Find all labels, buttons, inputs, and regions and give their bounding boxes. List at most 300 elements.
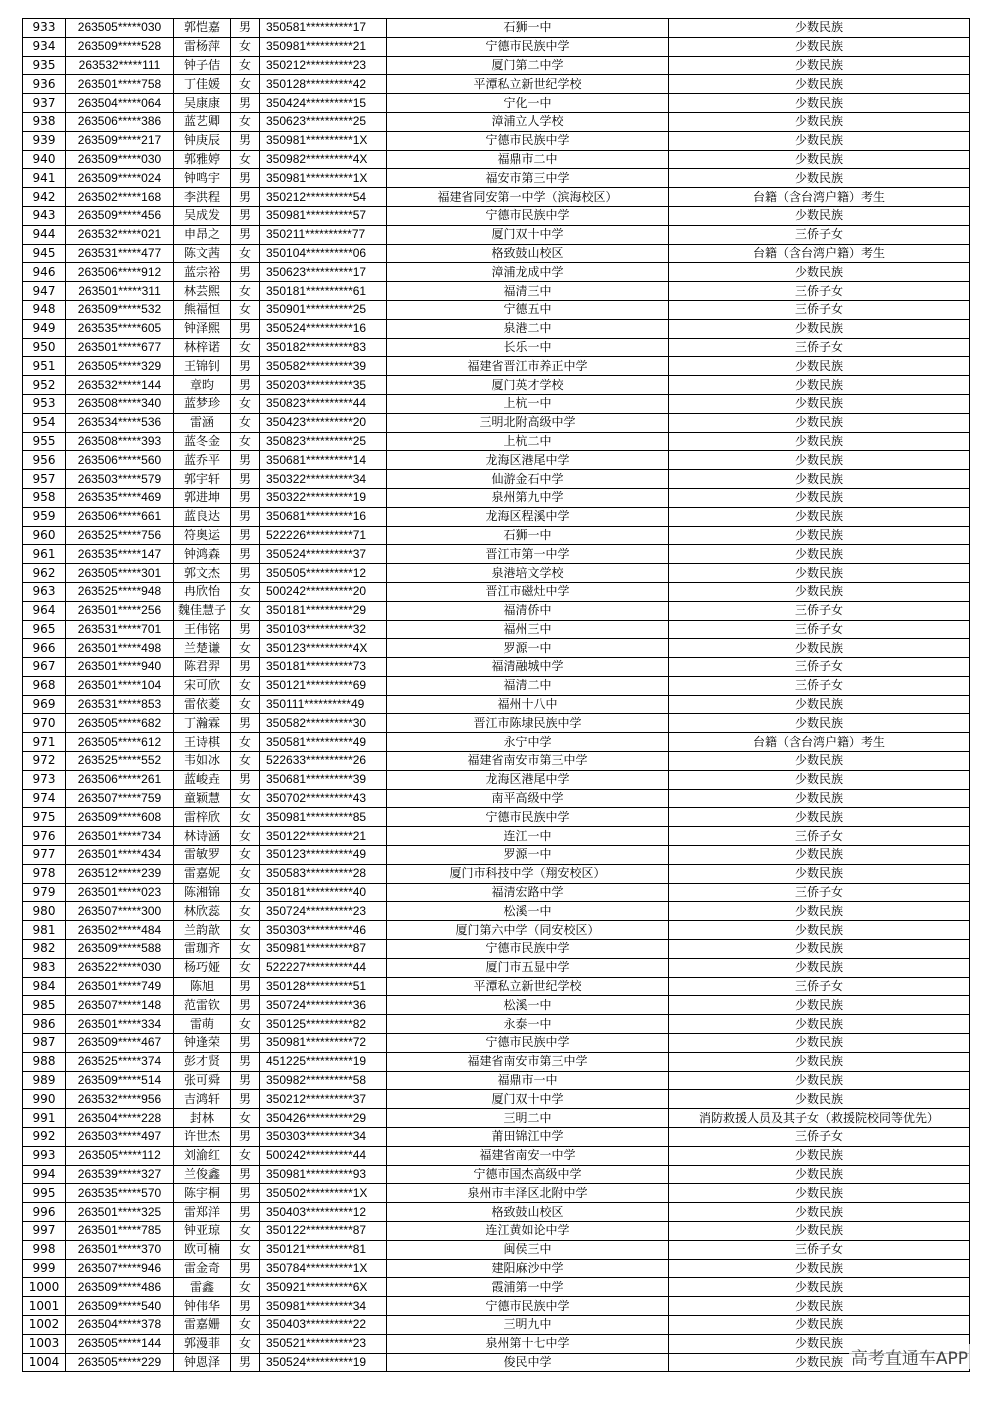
category-cell: 少数民族 (669, 488, 970, 507)
student-name-cell: 雷嘉姗 (174, 1315, 231, 1334)
table-row (23, 169, 970, 188)
serial-number-cell: 963 (23, 582, 66, 601)
category-cell: 少数民族 (669, 526, 970, 545)
exam-id-cell: 263506*****560 (66, 451, 174, 470)
school-cell: 南平高级中学 (387, 789, 669, 808)
category-cell: 少数民族 (669, 1315, 970, 1334)
id-card-cell: 350181**********61 (260, 282, 387, 301)
gender-cell: 男 (231, 1165, 260, 1184)
school-cell: 福清宏路中学 (387, 883, 669, 902)
exam-id-cell: 263531*****701 (66, 620, 174, 639)
exam-id-cell: 263505*****030 (66, 19, 174, 38)
gender-cell: 女 (231, 37, 260, 56)
student-name-cell: 雷珈齐 (174, 940, 231, 959)
category-cell: 三侨子女 (669, 676, 970, 695)
exam-id-cell: 263509*****217 (66, 131, 174, 150)
id-card-cell: 350122**********21 (260, 827, 387, 846)
student-name-cell: 宋可欣 (174, 676, 231, 695)
id-card-cell: 350582**********30 (260, 714, 387, 733)
table-row (23, 827, 970, 846)
student-name-cell: 郭文杰 (174, 564, 231, 583)
table-row (23, 1184, 970, 1203)
school-cell: 厦门英才学校 (387, 376, 669, 395)
school-cell: 长乐一中 (387, 338, 669, 357)
table-row (23, 883, 970, 902)
student-name-cell: 林诗涵 (174, 827, 231, 846)
table-row (23, 150, 970, 169)
id-card-cell: 350981**********34 (260, 1297, 387, 1316)
student-name-cell: 雷萌 (174, 1015, 231, 1034)
serial-number-cell: 936 (23, 75, 66, 94)
category-cell: 少数民族 (669, 582, 970, 601)
school-cell: 建阳麻沙中学 (387, 1259, 669, 1278)
school-cell: 福鼎市一中 (387, 1071, 669, 1090)
id-card-cell: 350181**********29 (260, 601, 387, 620)
category-cell: 少数民族 (669, 37, 970, 56)
id-card-cell: 350122**********87 (260, 1222, 387, 1241)
school-cell: 仙游金石中学 (387, 470, 669, 489)
serial-number-cell: 977 (23, 846, 66, 865)
school-cell: 闽侯三中 (387, 1240, 669, 1259)
school-cell: 宁德市民族中学 (387, 37, 669, 56)
gender-cell: 女 (231, 1278, 260, 1297)
id-card-cell: 350982**********4X (260, 150, 387, 169)
table-row (23, 620, 970, 639)
id-card-cell: 350581**********49 (260, 733, 387, 752)
school-cell: 福鼎市二中 (387, 150, 669, 169)
school-cell: 宁德五中 (387, 300, 669, 319)
gender-cell: 男 (231, 451, 260, 470)
serial-number-cell: 999 (23, 1259, 66, 1278)
category-cell: 少数民族 (669, 958, 970, 977)
category-cell: 少数民族 (669, 376, 970, 395)
exam-id-cell: 263501*****334 (66, 1015, 174, 1034)
gender-cell: 女 (231, 846, 260, 865)
table-row (23, 1071, 970, 1090)
school-cell: 宁德市国杰高级中学 (387, 1165, 669, 1184)
student-name-cell: 蓝宗裕 (174, 263, 231, 282)
exam-id-cell: 263532*****021 (66, 225, 174, 244)
id-card-cell: 350125**********82 (260, 1015, 387, 1034)
table-row (23, 338, 970, 357)
gender-cell: 女 (231, 733, 260, 752)
exam-id-cell: 263509*****486 (66, 1278, 174, 1297)
serial-number-cell: 935 (23, 56, 66, 75)
category-cell: 少数民族 (669, 432, 970, 451)
exam-id-cell: 263501*****940 (66, 658, 174, 677)
gender-cell: 女 (231, 695, 260, 714)
table-row (23, 1203, 970, 1222)
student-name-cell: 杨巧娅 (174, 958, 231, 977)
table-row (23, 413, 970, 432)
school-cell: 龙海区程溪中学 (387, 507, 669, 526)
table-row (23, 394, 970, 413)
exam-id-cell: 263506*****912 (66, 263, 174, 282)
student-name-cell: 钟恩泽 (174, 1353, 231, 1372)
gender-cell: 男 (231, 545, 260, 564)
exam-id-cell: 263504*****378 (66, 1315, 174, 1334)
gender-cell: 女 (231, 150, 260, 169)
gender-cell: 男 (231, 19, 260, 38)
serial-number-cell: 955 (23, 432, 66, 451)
student-name-cell: 欧可楠 (174, 1240, 231, 1259)
gender-cell: 女 (231, 338, 260, 357)
category-cell: 少数民族 (669, 1034, 970, 1053)
category-cell: 少数民族 (669, 752, 970, 771)
serial-number-cell: 965 (23, 620, 66, 639)
serial-number-cell: 979 (23, 883, 66, 902)
id-card-cell: 350981**********21 (260, 37, 387, 56)
school-cell: 莆田锦江中学 (387, 1128, 669, 1147)
student-name-cell: 蓝峻垚 (174, 770, 231, 789)
serial-number-cell: 943 (23, 206, 66, 225)
school-cell: 福清二中 (387, 676, 669, 695)
exam-id-cell: 263535*****147 (66, 545, 174, 564)
gender-cell: 女 (231, 300, 260, 319)
id-card-cell: 350203**********35 (260, 376, 387, 395)
exam-id-cell: 263508*****393 (66, 432, 174, 451)
exam-id-cell: 263504*****228 (66, 1109, 174, 1128)
exam-id-cell: 263525*****552 (66, 752, 174, 771)
id-card-cell: 350524**********37 (260, 545, 387, 564)
student-name-cell: 王伟铭 (174, 620, 231, 639)
gender-cell: 男 (231, 1034, 260, 1053)
student-name-cell: 蓝乔平 (174, 451, 231, 470)
gender-cell: 男 (231, 131, 260, 150)
exam-id-cell: 263507*****759 (66, 789, 174, 808)
school-cell: 厦门市科技中学（翔安校区） (387, 864, 669, 883)
school-cell: 福清侨中 (387, 601, 669, 620)
gender-cell: 女 (231, 808, 260, 827)
exam-id-cell: 263512*****239 (66, 864, 174, 883)
exam-id-cell: 263532*****956 (66, 1090, 174, 1109)
school-cell: 石狮一中 (387, 19, 669, 38)
exam-id-cell: 263506*****661 (66, 507, 174, 526)
serial-number-cell: 993 (23, 1146, 66, 1165)
exam-id-cell: 263505*****229 (66, 1353, 174, 1372)
serial-number-cell: 960 (23, 526, 66, 545)
school-cell: 连江一中 (387, 827, 669, 846)
category-cell: 少数民族 (669, 112, 970, 131)
id-card-cell: 500242**********44 (260, 1146, 387, 1165)
school-cell: 厦门双十中学 (387, 225, 669, 244)
id-card-cell: 350521**********23 (260, 1334, 387, 1353)
school-cell: 泉州市丰泽区北附中学 (387, 1184, 669, 1203)
exam-id-cell: 263532*****111 (66, 56, 174, 75)
exam-id-cell: 263506*****261 (66, 770, 174, 789)
serial-number-cell: 959 (23, 507, 66, 526)
serial-number-cell: 968 (23, 676, 66, 695)
school-cell: 福建省南安一中学 (387, 1146, 669, 1165)
id-card-cell: 350111**********49 (260, 695, 387, 714)
id-card-cell: 350981**********72 (260, 1034, 387, 1053)
student-name-cell: 魏佳慧子 (174, 601, 231, 620)
table-row (23, 564, 970, 583)
table-row (23, 112, 970, 131)
table-row (23, 1259, 970, 1278)
school-cell: 宁德市民族中学 (387, 940, 669, 959)
table-row (23, 752, 970, 771)
category-cell: 少数民族 (669, 56, 970, 75)
exam-id-cell: 263501*****104 (66, 676, 174, 695)
student-name-cell: 雷敏罗 (174, 846, 231, 865)
category-cell: 少数民族 (669, 75, 970, 94)
gender-cell: 男 (231, 225, 260, 244)
gender-cell: 男 (231, 1052, 260, 1071)
id-card-cell: 350181**********73 (260, 658, 387, 677)
student-name-cell: 王诗棋 (174, 733, 231, 752)
category-cell: 少数民族 (669, 1184, 970, 1203)
table-row (23, 507, 970, 526)
category-cell: 少数民族 (669, 996, 970, 1015)
id-card-cell: 350123**********49 (260, 846, 387, 865)
table-row (23, 601, 970, 620)
table-row (23, 131, 970, 150)
student-name-cell: 蓝良达 (174, 507, 231, 526)
serial-number-cell: 961 (23, 545, 66, 564)
id-card-cell: 350426**********29 (260, 1109, 387, 1128)
id-card-cell: 350128**********42 (260, 75, 387, 94)
id-card-cell: 350582**********39 (260, 357, 387, 376)
school-cell: 泉州第九中学 (387, 488, 669, 507)
school-cell: 霞浦第一中学 (387, 1278, 669, 1297)
serial-number-cell: 998 (23, 1240, 66, 1259)
gender-cell: 男 (231, 357, 260, 376)
category-cell: 台籍（含台湾户籍）考生 (669, 244, 970, 263)
table-row (23, 376, 970, 395)
exam-id-cell: 263509*****528 (66, 37, 174, 56)
category-cell: 少数民族 (669, 470, 970, 489)
id-card-cell: 350921**********6X (260, 1278, 387, 1297)
table-row (23, 300, 970, 319)
student-name-cell: 郭漫菲 (174, 1334, 231, 1353)
category-cell: 三侨子女 (669, 1128, 970, 1147)
category-cell: 三侨子女 (669, 620, 970, 639)
gender-cell: 女 (231, 1334, 260, 1353)
id-card-cell: 350424**********15 (260, 94, 387, 113)
gender-cell: 男 (231, 1184, 260, 1203)
exam-id-cell: 263506*****386 (66, 112, 174, 131)
school-cell: 永宁中学 (387, 733, 669, 752)
id-card-cell: 350502**********1X (260, 1184, 387, 1203)
serial-number-cell: 983 (23, 958, 66, 977)
student-name-cell: 吴成发 (174, 206, 231, 225)
school-cell: 福安市第三中学 (387, 169, 669, 188)
school-cell: 福清融城中学 (387, 658, 669, 677)
id-card-cell: 350982**********58 (260, 1071, 387, 1090)
exam-id-cell: 263509*****588 (66, 940, 174, 959)
exam-id-cell: 263509*****024 (66, 169, 174, 188)
table-row (23, 808, 970, 827)
table-row (23, 488, 970, 507)
id-card-cell: 350123**********4X (260, 639, 387, 658)
gender-cell: 男 (231, 1203, 260, 1222)
gender-cell: 男 (231, 470, 260, 489)
table-row (23, 94, 970, 113)
table-row (23, 676, 970, 695)
id-card-cell: 350103**********32 (260, 620, 387, 639)
table-row (23, 1165, 970, 1184)
category-cell: 少数民族 (669, 940, 970, 959)
table-row (23, 470, 970, 489)
app-watermark: 高考直通车APP (849, 1344, 970, 1369)
serial-number-cell: 1001 (23, 1297, 66, 1316)
serial-number-cell: 946 (23, 263, 66, 282)
id-card-cell: 350681**********16 (260, 507, 387, 526)
student-name-cell: 熊福恒 (174, 300, 231, 319)
student-name-cell: 钟伟华 (174, 1297, 231, 1316)
category-cell: 三侨子女 (669, 300, 970, 319)
exam-id-cell: 263535*****605 (66, 319, 174, 338)
table-row (23, 1334, 970, 1353)
school-cell: 泉港二中 (387, 319, 669, 338)
gender-cell: 男 (231, 1297, 260, 1316)
serial-number-cell: 989 (23, 1071, 66, 1090)
school-cell: 晋江市第一中学 (387, 545, 669, 564)
exam-id-cell: 263505*****144 (66, 1334, 174, 1353)
gender-cell: 男 (231, 376, 260, 395)
id-card-cell: 350623**********25 (260, 112, 387, 131)
serial-number-cell: 996 (23, 1203, 66, 1222)
student-name-cell: 丁瀚霖 (174, 714, 231, 733)
id-card-cell: 522226**********71 (260, 526, 387, 545)
serial-number-cell: 941 (23, 169, 66, 188)
table-row (23, 977, 970, 996)
school-cell: 三明九中 (387, 1315, 669, 1334)
student-name-cell: 钟庚辰 (174, 131, 231, 150)
exam-id-cell: 263505*****112 (66, 1146, 174, 1165)
school-cell: 松溪一中 (387, 996, 669, 1015)
gender-cell: 女 (231, 864, 260, 883)
exam-id-cell: 263509*****608 (66, 808, 174, 827)
category-cell: 少数民族 (669, 1071, 970, 1090)
school-cell: 泉港培文学校 (387, 564, 669, 583)
gender-cell: 男 (231, 714, 260, 733)
student-name-cell: 钟泽熙 (174, 319, 231, 338)
category-cell: 少数民族 (669, 319, 970, 338)
school-cell: 格致鼓山校区 (387, 1203, 669, 1222)
table-row (23, 526, 970, 545)
school-cell: 龙海区港尾中学 (387, 451, 669, 470)
category-cell: 三侨子女 (669, 883, 970, 902)
category-cell: 台籍（含台湾户籍）考生 (669, 733, 970, 752)
gender-cell: 男 (231, 526, 260, 545)
serial-number-cell: 975 (23, 808, 66, 827)
id-card-cell: 350181**********40 (260, 883, 387, 902)
table-row (23, 1015, 970, 1034)
serial-number-cell: 934 (23, 37, 66, 56)
serial-number-cell: 981 (23, 921, 66, 940)
serial-number-cell: 982 (23, 940, 66, 959)
id-card-cell: 350681**********39 (260, 770, 387, 789)
table-row (23, 282, 970, 301)
table-row (23, 188, 970, 207)
category-cell: 少数民族 (669, 169, 970, 188)
gender-cell: 女 (231, 432, 260, 451)
student-name-cell: 雷杨萍 (174, 37, 231, 56)
table-row (23, 921, 970, 940)
serial-number-cell: 966 (23, 639, 66, 658)
exam-id-cell: 263509*****514 (66, 1071, 174, 1090)
gender-cell: 男 (231, 1090, 260, 1109)
student-name-cell: 童颖慧 (174, 789, 231, 808)
serial-number-cell: 970 (23, 714, 66, 733)
gender-cell: 女 (231, 582, 260, 601)
gender-cell: 男 (231, 564, 260, 583)
school-cell: 罗源一中 (387, 846, 669, 865)
table-row (23, 1278, 970, 1297)
serial-number-cell: 1004 (23, 1353, 66, 1372)
table-row (23, 432, 970, 451)
table-row (23, 37, 970, 56)
id-card-cell: 350182**********83 (260, 338, 387, 357)
table-row (23, 244, 970, 263)
exam-id-cell: 263501*****749 (66, 977, 174, 996)
serial-number-cell: 995 (23, 1184, 66, 1203)
id-card-cell: 350212**********37 (260, 1090, 387, 1109)
student-name-cell: 章昀 (174, 376, 231, 395)
id-card-cell: 350505**********12 (260, 564, 387, 583)
serial-number-cell: 985 (23, 996, 66, 1015)
category-cell: 三侨子女 (669, 225, 970, 244)
school-cell: 石狮一中 (387, 526, 669, 545)
gender-cell: 女 (231, 1015, 260, 1034)
category-cell: 少数民族 (669, 263, 970, 282)
exam-id-cell: 263501*****325 (66, 1203, 174, 1222)
exam-id-cell: 263505*****329 (66, 357, 174, 376)
category-cell: 少数民族 (669, 808, 970, 827)
student-name-cell: 钟鸿森 (174, 545, 231, 564)
school-cell: 漳浦龙成中学 (387, 263, 669, 282)
table-row (23, 658, 970, 677)
gender-cell: 女 (231, 282, 260, 301)
exam-id-cell: 263502*****168 (66, 188, 174, 207)
exam-id-cell: 263501*****311 (66, 282, 174, 301)
id-card-cell: 350623**********17 (260, 263, 387, 282)
gender-cell: 女 (231, 56, 260, 75)
category-cell: 少数民族 (669, 1259, 970, 1278)
gender-cell: 男 (231, 319, 260, 338)
school-cell: 福州三中 (387, 620, 669, 639)
serial-number-cell: 947 (23, 282, 66, 301)
student-name-cell: 林芸熙 (174, 282, 231, 301)
gender-cell: 女 (231, 1222, 260, 1241)
exam-id-cell: 263505*****682 (66, 714, 174, 733)
serial-number-cell: 962 (23, 564, 66, 583)
category-cell: 少数民族 (669, 545, 970, 564)
student-name-cell: 符奥运 (174, 526, 231, 545)
gender-cell: 女 (231, 827, 260, 846)
exam-id-cell: 263501*****785 (66, 1222, 174, 1241)
gender-cell: 男 (231, 188, 260, 207)
table-row (23, 1353, 970, 1372)
school-cell: 俊民中学 (387, 1353, 669, 1372)
category-cell: 三侨子女 (669, 827, 970, 846)
id-card-cell: 522227**********44 (260, 958, 387, 977)
serial-number-cell: 952 (23, 376, 66, 395)
category-cell: 台籍（含台湾户籍）考生 (669, 188, 970, 207)
table-row (23, 864, 970, 883)
id-card-cell: 350724**********23 (260, 902, 387, 921)
exam-id-cell: 263535*****469 (66, 488, 174, 507)
exam-id-cell: 263525*****948 (66, 582, 174, 601)
exam-id-cell: 263509*****030 (66, 150, 174, 169)
student-name-cell: 郭进坤 (174, 488, 231, 507)
category-cell: 三侨子女 (669, 977, 970, 996)
student-name-cell: 彭才贤 (174, 1052, 231, 1071)
exam-id-cell: 263507*****946 (66, 1259, 174, 1278)
student-name-cell: 郭雅婷 (174, 150, 231, 169)
